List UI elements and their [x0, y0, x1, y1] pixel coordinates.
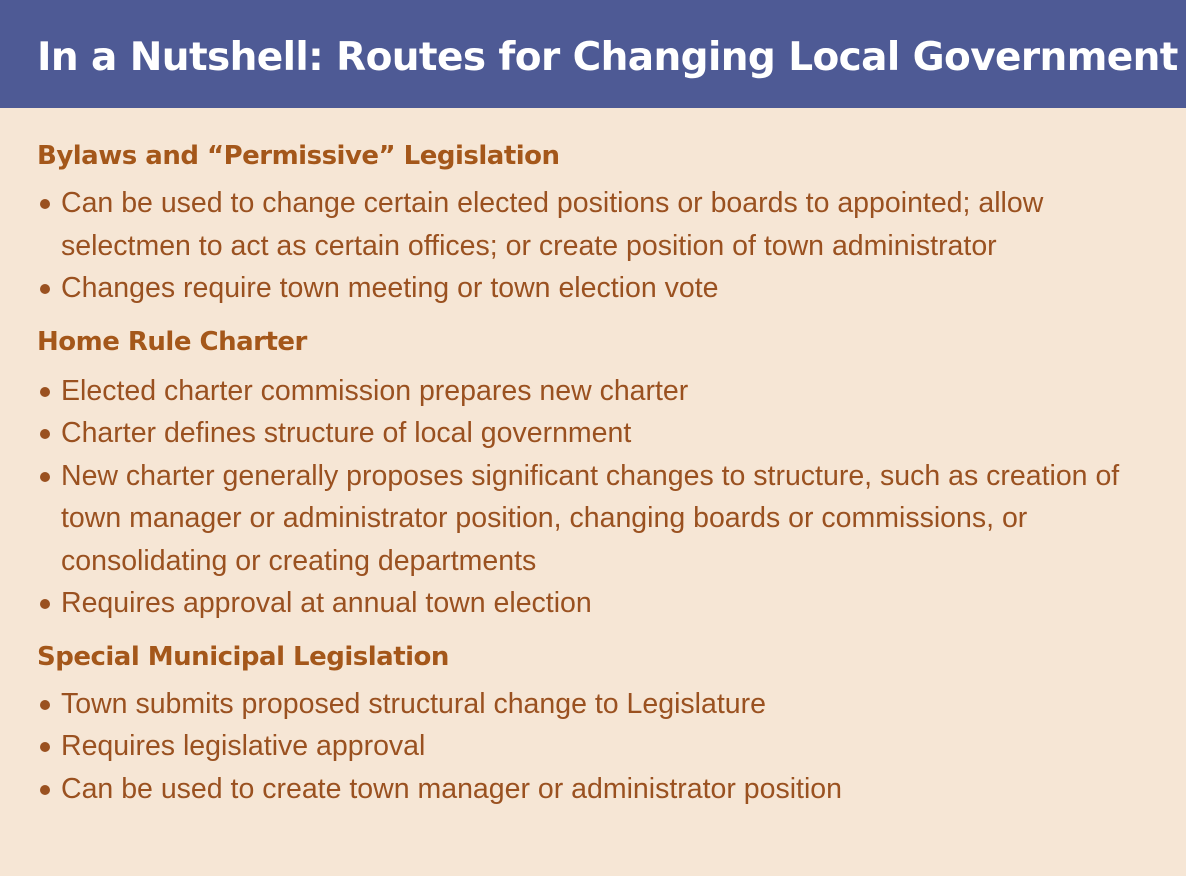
section-heading-bylaws: Bylaws and “Permissive” Legislation: [37, 141, 560, 171]
special-legislation-bullet-list: [0, 683, 1186, 811]
content-area: [0, 108, 1186, 810]
list-item: Can be used to change certain elected positions or boards to appointed; allow selectmen to act as certain offices; or create position of town administrator: [37, 182, 1156, 267]
section-heading-special-municipal-legislation: Special Municipal Legislation: [37, 641, 449, 672]
list-item: Charter defines structure of local government: [37, 412, 1156, 455]
list-item: Can be used to create town manager or administrator position: [37, 768, 1156, 811]
section-heading-home-rule-charter: Home Rule Charter: [37, 326, 307, 357]
list-item: New charter generally proposes significant changes to structure, such as creation of town manager or administrator position, changing boards or commissions, or consolidating or creating departments: [37, 455, 1156, 583]
list-item: Requires legislative approval: [37, 725, 1156, 768]
list-item: Changes require town meeting or town election vote: [37, 267, 1156, 310]
list-item: Town submits proposed structural change to Legislature: [37, 683, 1156, 726]
list-item: Requires approval at annual town election: [37, 582, 1156, 625]
home-rule-charter-bullet-list: [0, 370, 1186, 625]
list-item: Elected charter commission prepares new charter: [37, 370, 1156, 413]
bylaws-bullet-list: [0, 182, 1186, 310]
title-banner: [0, 0, 1186, 108]
page-title: In a Nutshell: Routes for Changing Local Government: [37, 35, 1178, 80]
